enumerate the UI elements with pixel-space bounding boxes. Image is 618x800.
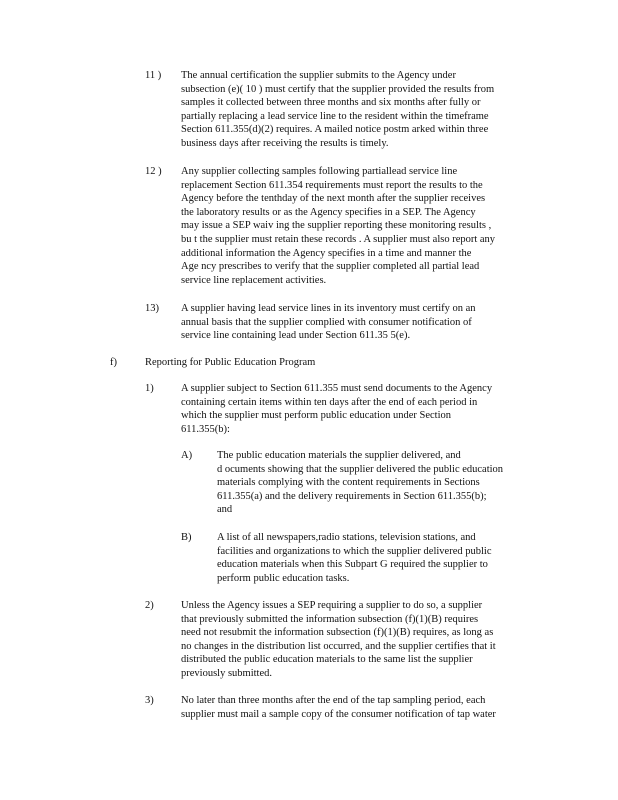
text-line: the laboratory results or as the Agency specifies in a SEP. The Agency (181, 206, 476, 218)
f-item-1-a-text (217, 449, 535, 517)
text-line: 611.355(b): (181, 423, 230, 435)
text-line: Agency before the tenthday of the next month after the supplier receives (181, 193, 486, 205)
text-line: supplier must mail a sample copy of the consumer notification of tap water (181, 708, 496, 720)
text-line: no changes in the distribution list occurred, and the supplier certifies that it (181, 640, 496, 652)
sub-item-letter: B) (181, 532, 192, 543)
item-number: 12 ) (145, 166, 162, 177)
text-line: perform public education tasks. (217, 572, 350, 584)
text-line: facilities and organizations to which the supplier delivered public (217, 545, 492, 557)
text-line: previously submitted. (181, 667, 272, 679)
text-line: samples it collected between three months and six months after fully or (181, 97, 481, 109)
section-letter: f) (110, 357, 117, 368)
item-11-text (181, 69, 531, 151)
text-line: A list of all newspapers,radio stations, television stations, and (217, 532, 476, 543)
text-line: subsection (e)( 10 ) must certify that the supplier provided the results from (181, 83, 495, 95)
text-line: annual basis that the supplier complied with consumer notification of (181, 316, 472, 328)
text-line: The annual certification the supplier submits to the Agency under (181, 70, 456, 81)
text-line: bu t the supplier must retain these records . A supplier must also report any (181, 233, 496, 245)
section-title: Reporting for Public Education Program (145, 357, 316, 368)
text-line: Section 611.355(d)(2) requires. A mailed notice postm arked within three (181, 124, 489, 136)
text-line: Age ncy prescribes to verify that the supplier completed all partial lead (181, 261, 480, 273)
item-number: 1) (145, 383, 154, 394)
f-item-3-text (181, 694, 525, 721)
item-number: 11 ) (145, 70, 162, 81)
text-line: No later than three months after the end of the tap sampling period, each (181, 695, 486, 706)
text-line: A supplier having lead service lines in its inventory must certify on an (181, 303, 476, 314)
text-line: which the supplier must perform public education under Section (181, 410, 452, 422)
text-line: Any supplier collecting samples following partiallead service line (181, 166, 458, 177)
f-item-1-text (181, 382, 531, 436)
item-number: 13) (145, 303, 159, 314)
f-item-2-text (181, 599, 543, 681)
text-line: partially replacing a lead service line to the resident within the timeframe (181, 110, 489, 122)
f-item-1-b-text (217, 531, 529, 585)
text-line: d ocuments showing that the supplier delivered the public education (217, 463, 504, 475)
text-line: need not resubmit the information subsection (f)(1)(B) requires, as long as (181, 627, 494, 639)
text-line: A supplier subject to Section 611.355 must send documents to the Agency (181, 383, 493, 394)
item-12-text (181, 165, 538, 287)
text-line: education materials when this Subpart G required the supplier to (217, 559, 488, 571)
text-line: Unless the Agency issues a SEP requiring a supplier to do so, a supplier (181, 600, 483, 611)
text-line: service line containing lead under Section 611.35 5(e). (181, 330, 411, 342)
text-line: materials complying with the content requirements in Sections (217, 477, 480, 489)
text-line: replacement Section 611.354 requirements must report the results to the (181, 179, 483, 191)
text-line: additional information the Agency specifies in a time and manner the (181, 247, 472, 259)
item-number: 3) (145, 695, 154, 706)
item-number: 2) (145, 600, 154, 611)
text-line: and (217, 504, 233, 516)
text-line: service line replacement activities. (181, 274, 327, 286)
sub-item-letter: A) (181, 450, 193, 461)
text-line: distributed the public education materials to the same list the supplier (181, 654, 473, 666)
text-line: may issue a SEP waiv ing the supplier reporting these monitoring results , (181, 220, 492, 232)
text-line: The public education materials the supplier delivered, and (217, 450, 461, 461)
text-line: that previously submitted the information subsection (f)(1)(B) requires (181, 613, 479, 625)
text-line: business days after receiving the results is timely. (181, 137, 389, 149)
text-line: 611.355(a) and the delivery requirements in Section 611.355(b); (217, 490, 487, 502)
text-line: containing certain items within ten days after the end of each period in (181, 396, 478, 408)
item-13-text (181, 302, 513, 343)
